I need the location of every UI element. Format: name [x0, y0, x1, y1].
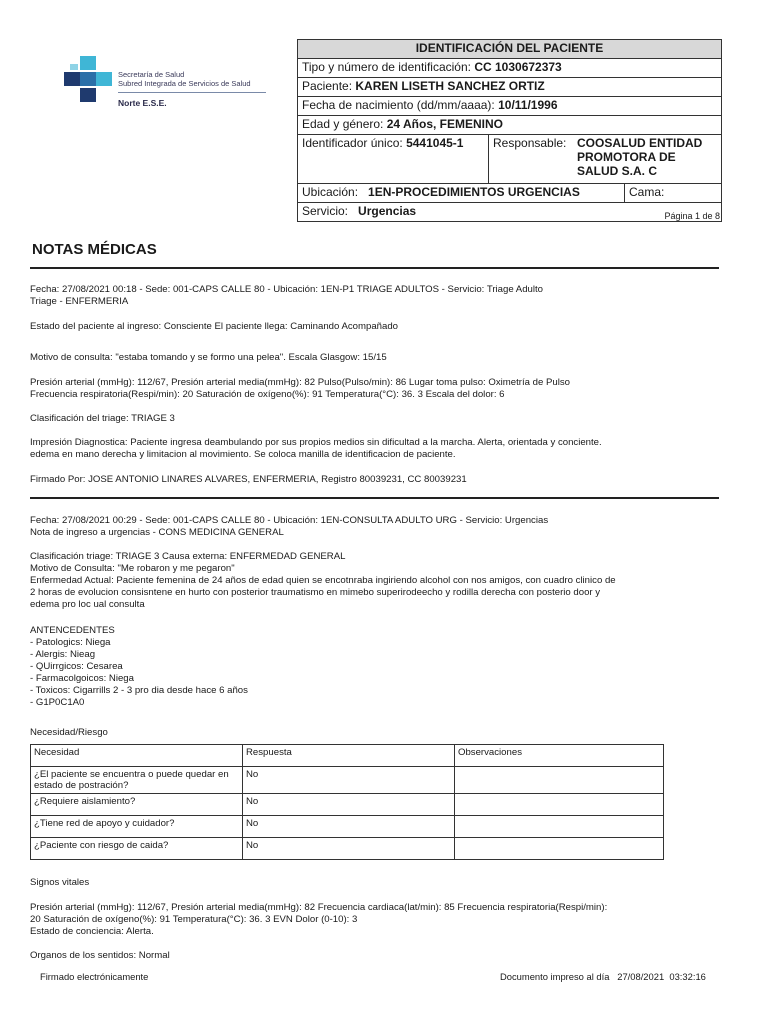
table-row — [31, 838, 664, 860]
note-1-vitals-line2: Frecuencia respiratoria(Respi/min): 20 Saturación de oxígeno(%): 91 Temperatura(°C): 36. 3 Escala del dolor: 6 — [30, 389, 505, 400]
responsible-value: COOSALUD ENTIDAD PROMOTORA DE SALUD S.A. C — [577, 136, 703, 178]
age-gender-value: 24 Años, FEMENINO — [386, 117, 503, 131]
page-number: Página 1 de 8 — [664, 211, 720, 221]
birth-date-value: 10/11/1996 — [498, 98, 558, 112]
location-label: Ubicación: — [302, 185, 359, 199]
footer-signed: Firmado electrónicamente — [40, 971, 149, 982]
section-title: NOTAS MÉDICAS — [32, 241, 157, 258]
estado-conciencia: Estado de conciencia: Alerta. — [30, 926, 154, 937]
note-1-clasificacion: Clasificación del triage: TRIAGE 3 — [30, 413, 175, 424]
table-cell-observaciones — [455, 816, 664, 838]
note-2-enfermedad-line2: 2 horas de evolucion consisntene en hurto con posterior traumatismo en mimebo superirodeecho y rodilla derecha con posterio door y — [30, 587, 601, 598]
logo-org-text — [118, 70, 251, 88]
id-number-row — [298, 59, 722, 78]
table-cell-respuesta: No — [243, 767, 455, 794]
antecedente-item: - G1P0C1A0 — [30, 697, 85, 708]
antecedente-item: - QUirrgicos: Cesarea — [30, 661, 123, 672]
table-cell-respuesta: No — [243, 838, 455, 860]
logo-org-line2: Subred Integrada de Servicios de Salud — [118, 79, 251, 88]
table-header-observaciones: Observaciones — [455, 745, 664, 767]
id-number-label: Tipo y número de identificación: — [302, 60, 471, 74]
patient-name-value: KAREN LISETH SANCHEZ ORTIZ — [355, 79, 545, 93]
table-row — [31, 816, 664, 838]
antecedente-item: - Farmacolgoicos: Niega — [30, 673, 134, 684]
table-cell-necesidad: ¿Requiere aislamiento? — [31, 794, 243, 816]
necesidad-title: Necesidad/Riesgo — [30, 727, 108, 738]
antecedente-item: - Patologics: Niega — [30, 637, 111, 648]
antecedente-item: - Toxicos: Cigarrills 2 - 3 pro dia desde hace 6 años — [30, 685, 248, 696]
cross-logo-icon — [62, 54, 118, 114]
table-row — [31, 767, 664, 794]
table-cell-necesidad: ¿El paciente se encuentra o puede quedar en estado de postración? — [31, 767, 243, 794]
antecedente-item: - Alergis: Nieag — [30, 649, 96, 660]
patient-name-label: Paciente: — [302, 79, 353, 93]
institution-logo — [62, 54, 272, 114]
unique-id-label: Identificador único: — [302, 136, 403, 150]
table-header-respuesta: Respuesta — [243, 745, 455, 767]
service-label: Servicio: — [302, 204, 349, 218]
divider-top — [30, 267, 719, 269]
logo-org-line3: Norte E.S.E. — [118, 98, 167, 108]
responsible-label: Responsable: — [493, 136, 567, 150]
location-cell — [298, 184, 625, 203]
signos-line2: 20 Saturación de oxígeno(%): 91 Temperatura(°C): 36. 3 EVN Dolor (0-10): 3 — [30, 914, 358, 925]
table-cell-respuesta: No — [243, 794, 455, 816]
table-cell-observaciones — [455, 767, 664, 794]
note-1-vitals-line1: Presión arterial (mmHg): 112/67, Presión arterial media(mmHg): 82 Pulso(Pulso/min): 86 Lugar toma pulso: Oximetría de Pulso — [30, 377, 570, 388]
responsible-cell — [489, 135, 722, 184]
location-value: 1EN-PROCEDIMIENTOS URGENCIAS — [368, 185, 580, 199]
note-2-header-line1: Fecha: 27/08/2021 00:29 - Sede: 001-CAPS CALLE 80 - Ubicación: 1EN-CONSULTA ADULTO URG - Servicio: Urgencias — [30, 515, 549, 526]
note-1-motivo: Motivo de consulta: "estaba tomando y se formo una pelea". Escala Glasgow: 15/15 — [30, 352, 387, 363]
note-2-enfermedad-line3: edema pro loc ual consulta — [30, 599, 145, 610]
divider-middle — [30, 497, 719, 499]
table-header-necesidad: Necesidad — [31, 745, 243, 767]
note-1-header-line1: Fecha: 27/08/2021 00:18 - Sede: 001-CAPS CALLE 80 - Ubicación: 1EN-P1 TRIAGE ADULTOS - Servicio: Triage Adulto — [30, 284, 543, 295]
table-header-row — [31, 745, 664, 767]
service-value: Urgencias — [358, 204, 417, 218]
note-2-header-line2: Nota de ingreso a urgencias - CONS MEDICINA GENERAL — [30, 527, 284, 538]
age-gender-label: Edad y género: — [302, 117, 384, 131]
note-1-estado: Estado del paciente al ingreso: Consciente El paciente llega: Caminando Acompañado — [30, 321, 399, 332]
signos-title: Signos vitales — [30, 877, 90, 888]
table-cell-necesidad: ¿Paciente con riesgo de caida? — [31, 838, 243, 860]
logo-org-line1: Secretaría de Salud — [118, 70, 185, 79]
unique-id-value: 5441045-1 — [406, 136, 464, 150]
footer-printed-date: Documento impreso al día 27/08/2021 03:32:16 — [500, 971, 706, 982]
antecedentes-block — [30, 625, 720, 709]
note-1-header-line2: Triage - ENFERMERIA — [30, 296, 129, 307]
age-gender-row — [298, 116, 722, 135]
patient-name-row — [298, 78, 722, 97]
signos-line1: Presión arterial (mmHg): 112/67, Presión arterial media(mmHg): 82 Frecuencia cardiaca(lat/min): 85 Frecuencia respiratoria(Respi/min): — [30, 902, 608, 913]
bed-label: Cama: — [629, 185, 665, 199]
note-2-clasificacion: Clasificación triage: TRIAGE 3 Causa externa: ENFERMEDAD GENERAL — [30, 551, 346, 562]
patient-identification-table — [297, 39, 722, 222]
note-1-impresion — [30, 437, 720, 461]
note-2-enfermedad-line1: Enfermedad Actual: Paciente femenina de 24 años de edad quien se encotnraba ingiriendo alcohol con nos amigos, con cuadro clinico de — [30, 575, 616, 586]
note-1-firmado: Firmado Por: JOSE ANTONIO LINARES ALVARES, ENFERMERIA, Registro 80039231, CC 80039231 — [30, 474, 467, 485]
organos-sentidos: Organos de los sentidos: Normal — [30, 950, 170, 961]
note-2-motivo: Motivo de Consulta: "Me robaron y me pegaron" — [30, 563, 235, 574]
logo-divider — [118, 92, 266, 93]
service-row — [298, 203, 722, 222]
note-1-vitals — [30, 377, 720, 401]
table-cell-necesidad: ¿Tiene red de apoyo y cuidador? — [31, 816, 243, 838]
signos-block — [30, 902, 720, 938]
birth-date-label: Fecha de nacimiento (dd/mm/aaaa): — [302, 98, 495, 112]
patient-id-header: IDENTIFICACIÓN DEL PACIENTE — [298, 40, 722, 59]
birth-date-row — [298, 97, 722, 116]
note-2-header — [30, 515, 720, 539]
note-1-header — [30, 284, 720, 308]
table-cell-observaciones — [455, 794, 664, 816]
note-2-body — [30, 551, 720, 611]
table-row — [31, 794, 664, 816]
antecedentes-title: ANTENCEDENTES — [30, 625, 115, 636]
note-1-impresion-line1: Impresión Diagnostica: Paciente ingresa deambulando por sus propios medios sin dificultad a la marcha. Alerta, orientada y conciente. — [30, 437, 602, 448]
table-cell-respuesta: No — [243, 816, 455, 838]
note-1-impresion-line2: edema en mano derecha y limitacion al movimiento. Se coloca manilla de identificacion de paciente. — [30, 449, 456, 460]
necesidad-riesgo-table — [30, 744, 664, 860]
bed-cell — [625, 184, 722, 203]
id-number-value: CC 1030672373 — [474, 60, 562, 74]
unique-id-cell — [298, 135, 489, 184]
table-cell-observaciones — [455, 838, 664, 860]
